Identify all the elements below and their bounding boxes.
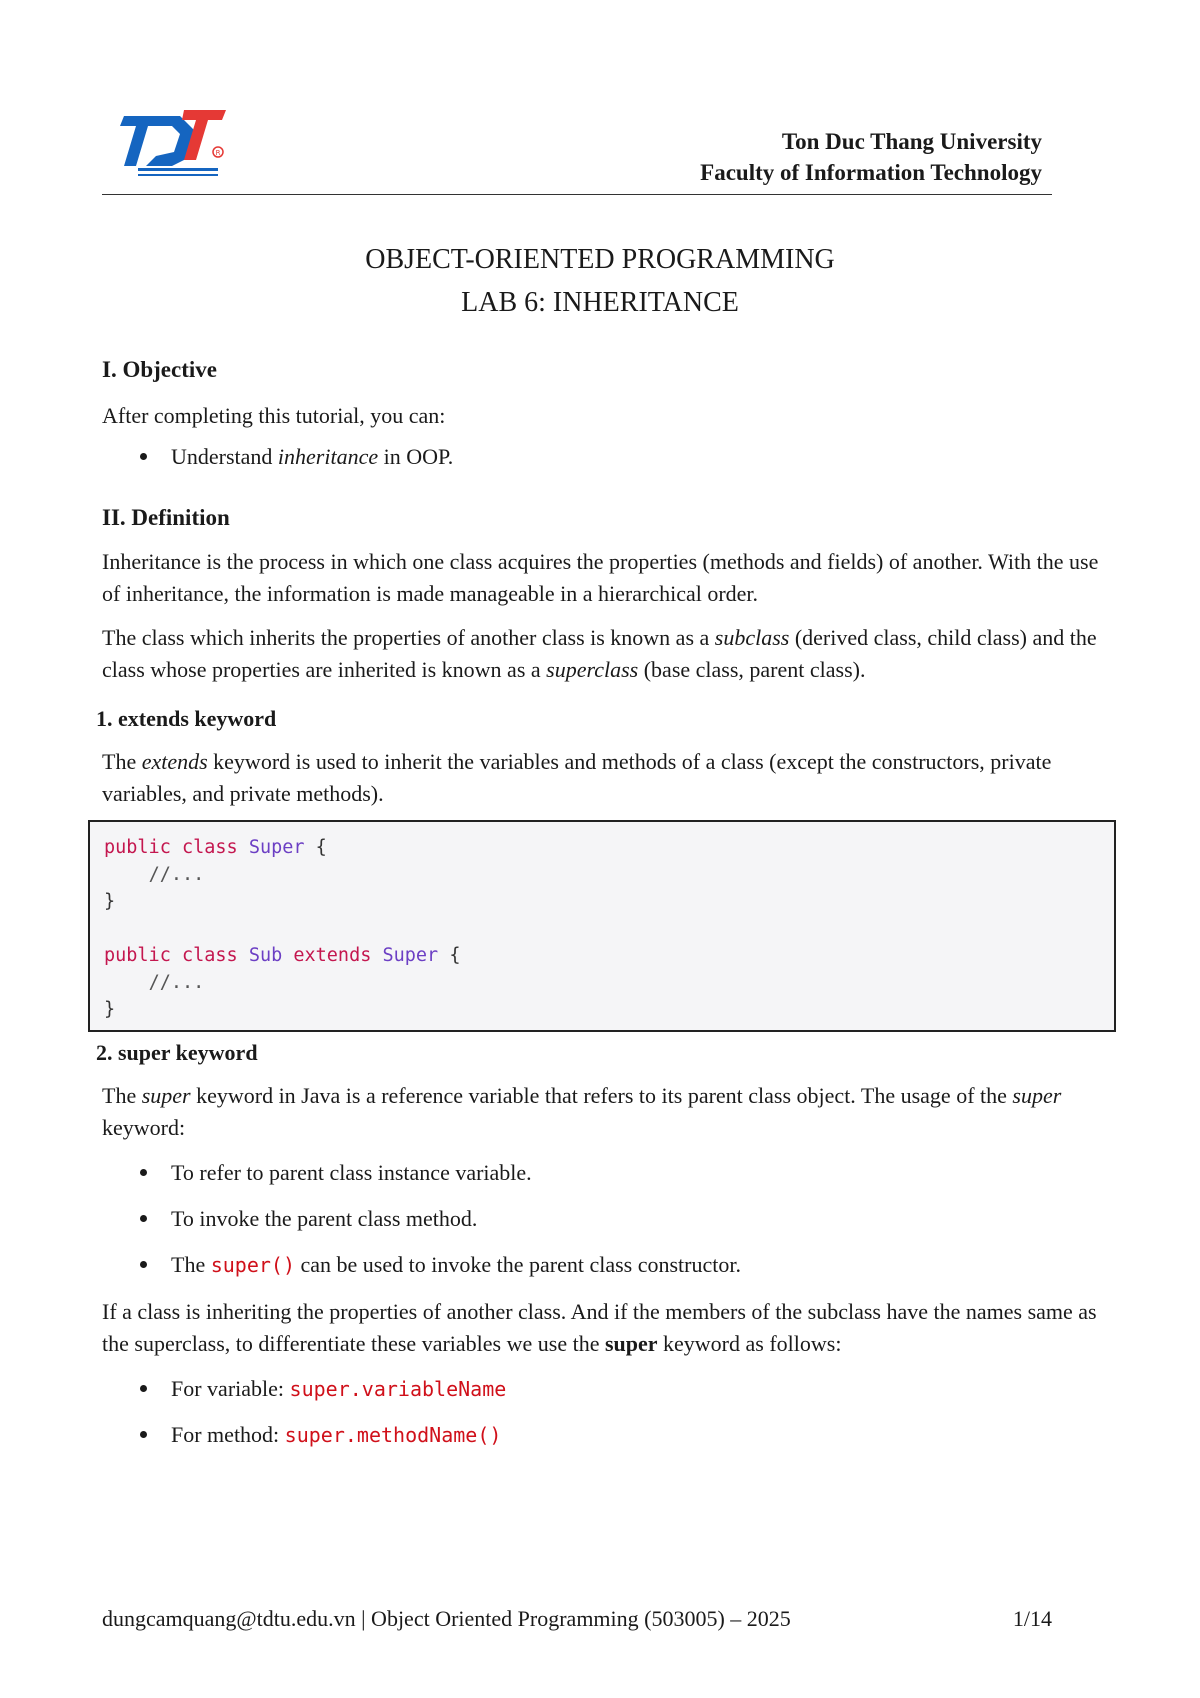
institution-header <box>700 126 1042 188</box>
course-title: OBJECT-ORIENTED PROGRAMMING <box>365 244 835 275</box>
objective-intro: After completing this tutorial, you can: <box>102 403 446 428</box>
definition-paragraph-2: The class which inherits the properties of another class is known as a subclass (derived class, child class) and the class whose properties are inherited is known as a superclass (base class, parent class). <box>102 625 1097 682</box>
super-bullet-method: For method: super.methodName() <box>140 1422 501 1448</box>
header-divider <box>102 194 1052 195</box>
objective-bullet: Understand inheritance in OOP. <box>140 444 453 470</box>
university-name: Ton Duc Thang University <box>781 129 1042 154</box>
page-number: 1/14 <box>1012 1606 1052 1631</box>
university-logo <box>102 104 238 182</box>
faculty-name: Faculty of Information Technology <box>700 160 1042 185</box>
extends-heading: 1. extends keyword <box>96 706 277 731</box>
super-usage-paragraph: If a class is inheriting the properties of another class. And if the members of the subclass have the names same as the superclass, to differentiate these variables we use the super keyword as follows: <box>102 1299 1097 1356</box>
extends-paragraph: The extends keyword is used to inherit the variables and methods of a class (except the constructors, private variables, and private methods). <box>102 749 1052 806</box>
super-paragraph: The super keyword in Java is a reference variable that refers to its parent class object. The usage of the super keyword: <box>102 1083 1062 1140</box>
definition-heading: II. Definition <box>102 505 230 530</box>
code-content: public class Super { //... } public class Sub extends Super { //... } <box>104 837 461 1020</box>
super-bullet-variable: For variable: super.variableName <box>140 1376 506 1402</box>
super-bullet-3: The super() can be used to invoke the parent class constructor. <box>140 1252 741 1278</box>
definition-paragraph-1: Inheritance is the process in which one class acquires the properties (methods and fields) of another. With the use of inheritance, the information is made manageable in a hierarchical order. <box>102 549 1099 606</box>
svg-text:R: R <box>215 149 221 157</box>
bullet-dot <box>140 453 147 460</box>
super-heading: 2. super keyword <box>96 1040 258 1065</box>
objective-heading: I. Objective <box>102 357 217 382</box>
code-block <box>88 820 1116 1032</box>
lab-title: LAB 6: INHERITANCE <box>461 287 739 318</box>
super-bullet-2: To invoke the parent class method. <box>140 1206 477 1232</box>
super-bullet-1: To refer to parent class instance variable. <box>140 1160 532 1186</box>
footer-text: dungcamquang@tdtu.edu.vn | Object Oriented Programming (503005) – 2025 <box>102 1606 791 1631</box>
